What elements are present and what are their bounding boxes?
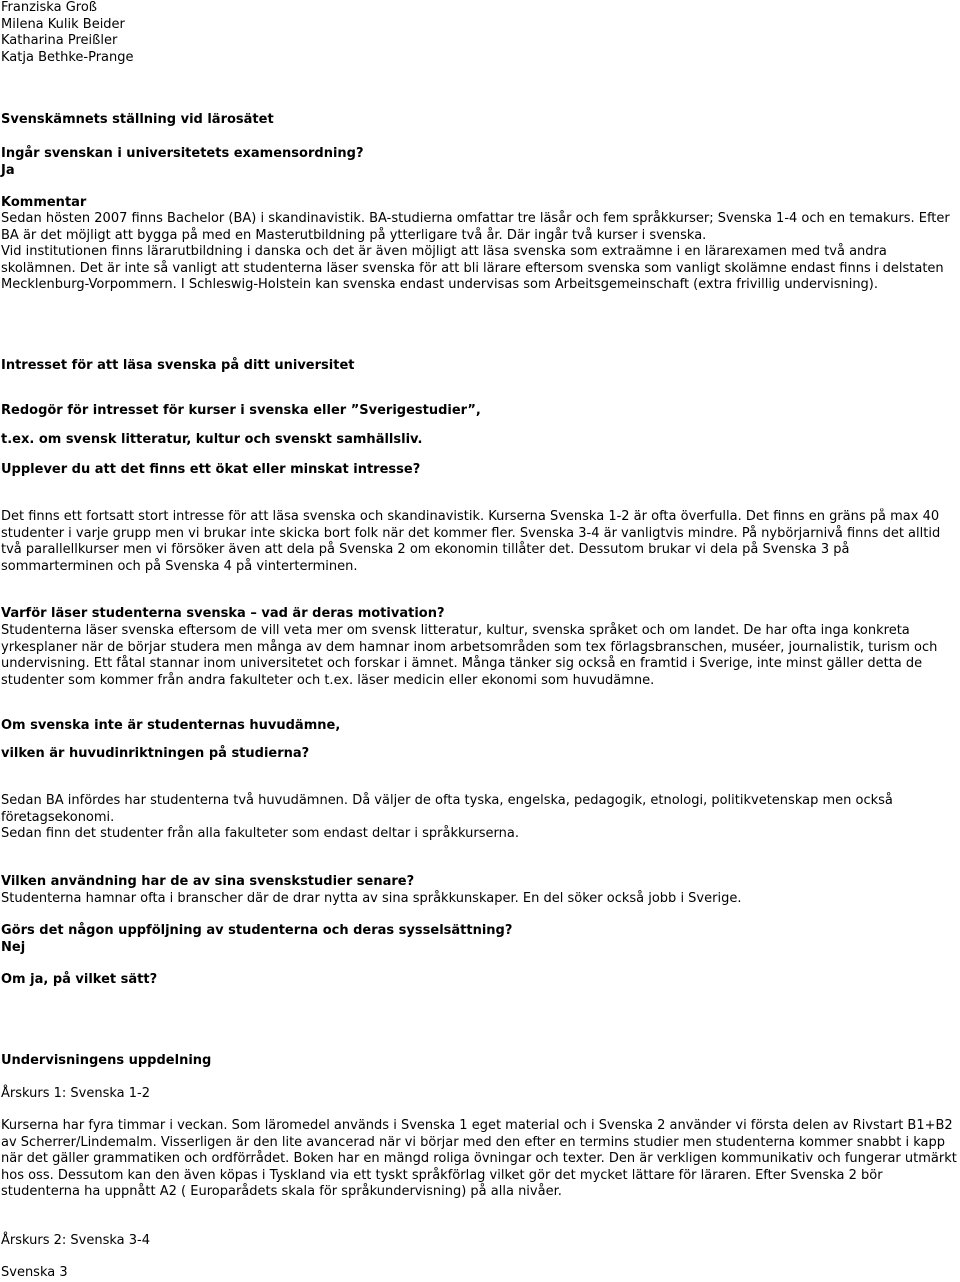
answer-text: Ja	[1, 163, 15, 178]
subheading: Svenska 3	[1, 1265, 68, 1280]
question-text: t.ex. om svensk litteratur, kultur och svenskt samhällsliv.	[1, 432, 423, 447]
comment-paragraph: Sedan hösten 2007 finns Bachelor (BA) i skandinavistik. BA-studierna omfattar tre läsår och fem språkkurser; Svenska 1-4 och en temakurs. Efter BA är det möjligt att bygga på med en Masterutbildning på ytterligare två år. Där ingår två kurser i svenska.	[1, 211, 950, 243]
author-name: Milena Kulik Beider	[1, 16, 125, 32]
question-text: Redogör för intresset för kurser i svenska eller ”Sverigestudier”,	[1, 403, 481, 418]
comment-label: Kommentar	[1, 195, 87, 210]
comment-paragraph: Vid institutionen finns lärarutbildning i danska och det är även möjligt att läsa svenska som extraämne i en lärarexamen med två andra skolämnen. Det är inte så vanligt att studenterna läser svenska för att bli lärare eftersom svenska som vanligt skolämne endast finns i delstaten Mecklenburg-Vorpommern. I Schleswig-Holstein kan svenska endast undervisas som Arbeitsgemeinschaft (extra frivillig undervisning).	[1, 244, 944, 292]
author-list	[1, 0, 958, 66]
answer-paragraph: Studenterna läser svenska eftersom de vill veta mer om svensk litteratur, kultur, svenska språket och om landet. De har ofta inga konkreta yrkesplaner när de börjar studera men många av dem hamnar inom arbetsområden som tex förlagsbranschen, muséer, journalistik, turism och undervisning. Ett fåtal stannar inom universitetet och forskar i ämnet. Många tänker sig också en framtid i Sverige, inte minst gäller detta de studenter som kommer från andra fakulteter och t.ex. läser medicin eller ekonomi som huvudämne.	[1, 623, 938, 688]
author-name: Katharina Preißler	[1, 33, 118, 48]
section-heading: Intresset för att läsa svenska på ditt universitet	[1, 358, 355, 373]
answer-paragraph: Sedan BA infördes har studenterna två huvudämnen. Då väljer de ofta tyska, engelska, pedagogik, etnologi, politikvetenskap men också företagsekonomi.	[1, 793, 893, 825]
author-name: Franziska Groß	[1, 0, 97, 15]
answer-text: Nej	[1, 940, 26, 955]
section-heading: Undervisningens uppdelning	[1, 1053, 212, 1068]
question-text: Upplever du att det finns ett ökat eller minskat intresse?	[1, 462, 421, 477]
subheading: Årskurs 1: Svenska 1-2	[1, 1086, 150, 1101]
answer-paragraph: Studenterna hamnar ofta i branscher där de drar nytta av sina språkkunskaper. En del söker också jobb i Sverige.	[1, 891, 742, 906]
question-text: Ingår svenskan i universitetets examensordning?	[1, 146, 364, 161]
author-name: Katja Bethke-Prange	[1, 49, 134, 65]
section-heading: Svenskämnets ställning vid lärosätet	[1, 112, 274, 127]
body-paragraph: Kurserna har fyra timmar i veckan. Som läromedel används i Svenska 1 eget material och i Svenska 2 använder vi första delen av Rivstart B1+B2 av Scherrer/Lindemalm. Visserligen är den lite avancerad när vi börjar med den efter en termins studier men studenterna kommer snabbt i kapp när det gäller grammatiken och ordförrådet. Boken har en mängd roliga övningar och texter. Den är verkligen kommunikativ och fungerar utmärkt hos oss. Dessutom kan den även köpas i Tyskland via ett tyskt språkförlag vilket gör det mycket lättare för läraren. Efter Svenska 2 bör studenterna ha uppnått A2 ( Europarådets skala för språkundervisning) på alla nivåer.	[1, 1118, 957, 1199]
question-text: Vilken användning har de av sina svenskstudier senare?	[1, 874, 415, 889]
question-text: Om ja, på vilket sätt?	[1, 972, 158, 987]
question-text: Varför läser studenterna svenska – vad är deras motivation?	[1, 606, 445, 621]
answer-paragraph: Det finns ett fortsatt stort intresse för att läsa svenska och skandinavistik. Kurserna Svenska 1-2 är ofta överfulla. Det finns en gräns på max 40 studenter i varje grupp men vi brukar inte skicka bort folk när det kommer fler. Svenska 3-4 är vanligtvis mindre. På nybörjarnivå finns det alltid två parallellkurser men vi försöker även att dela på Svenska 2 om ekonomin tillåter det. Dessutom brukar vi dela på Svenska 3 på sommarterminen och på Svenska 4 på vinterterminen.	[1, 509, 941, 574]
question-text: Görs det någon uppföljning av studenterna och deras sysselsättning?	[1, 923, 513, 938]
question-text: Om svenska inte är studenternas huvudämne,	[1, 718, 341, 733]
answer-paragraph: Sedan finn det studenter från alla fakulteter som endast deltar i språkkurserna.	[1, 826, 519, 841]
subheading: Årskurs 2: Svenska 3-4	[1, 1233, 150, 1248]
question-text: vilken är huvudinriktningen på studierna?	[1, 746, 310, 761]
